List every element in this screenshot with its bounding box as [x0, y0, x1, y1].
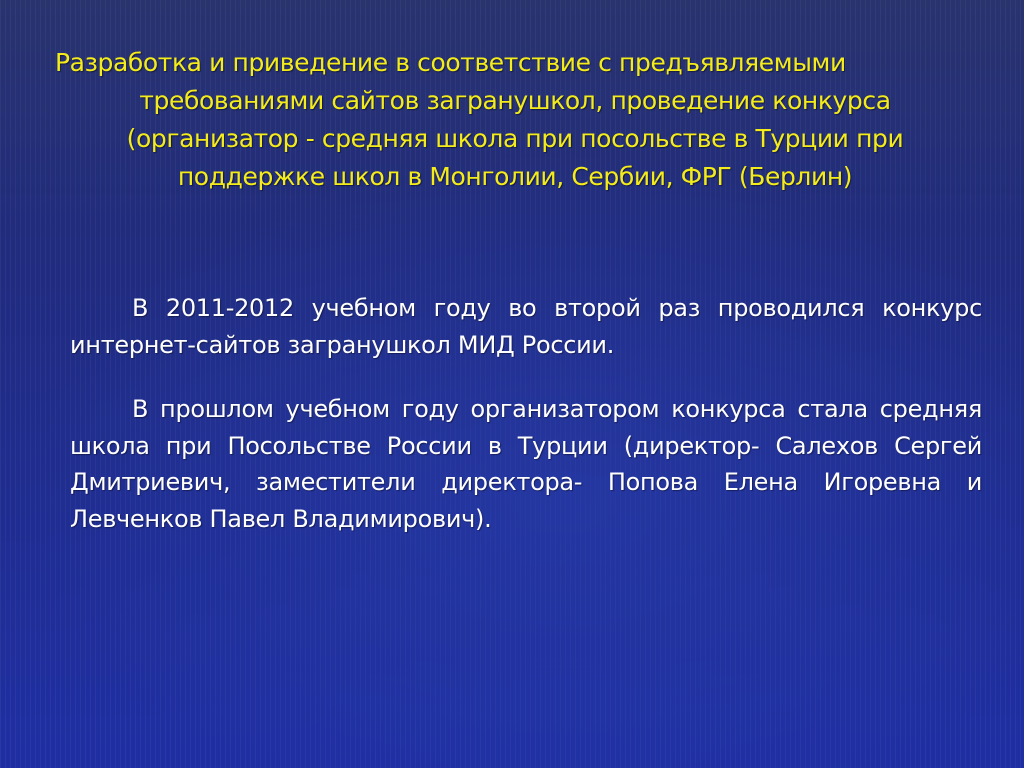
title-line: Разработка и приведение в соответствие с предъявляемыми — [55, 48, 846, 77]
body-paragraph: В прошлом учебном году организатором конкурса стала средняя школа при Посольстве России в Турции (директор- Салехов Сергей Дмитриевич, заместители директора- Попова Елена Игоревна и Левченков Павел Владимирович). — [70, 395, 982, 533]
title-line: (организатор - средняя школа при посольстве в Турции при — [126, 124, 904, 153]
body-paragraph: В 2011-2012 учебном году во второй раз проводился конкурс интернет-сайтов загранушкол МИД России. — [70, 294, 982, 359]
title-line: требованиями сайтов загранушкол, проведение конкурса — [139, 86, 891, 115]
slide-body — [70, 290, 982, 565]
slide-title — [55, 44, 975, 196]
title-line: поддержке школ в Монголии, Сербии, ФРГ (Берлин) — [177, 162, 853, 191]
